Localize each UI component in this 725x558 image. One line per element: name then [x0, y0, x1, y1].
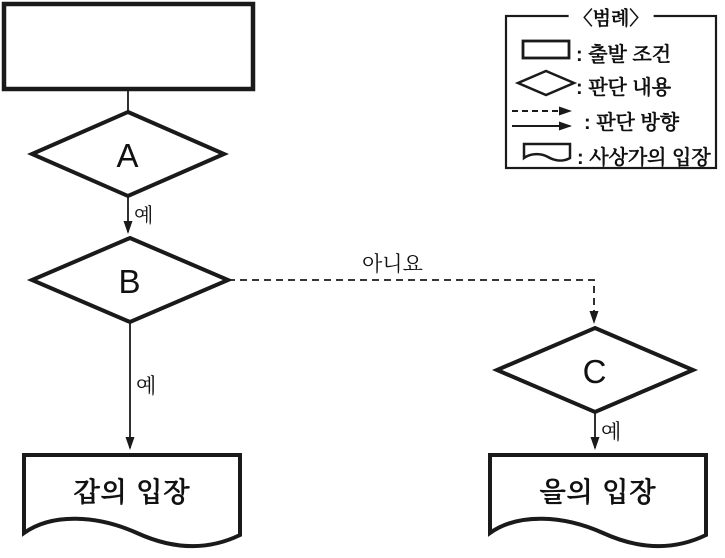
- legend-item-start-condition: : 출발 조건: [576, 44, 672, 66]
- legend-item-decision-content: : 판단 내용: [576, 77, 672, 99]
- legend-rectangle-icon: [523, 41, 569, 58]
- start-condition-box-shape: [4, 4, 253, 89]
- gap-position-label: 갑의 입장: [73, 477, 191, 508]
- edge-label-yes-b-gap: 예: [136, 375, 157, 398]
- legend-item-decision-direction: : 판단 방향: [584, 112, 680, 134]
- edge-label-yes-a-b: 예: [134, 205, 154, 227]
- dashed-arrow-b-to-c: [228, 280, 594, 322]
- edge-label-yes-c-eul: 예: [601, 421, 622, 444]
- legend-title: 〈범례〉: [569, 4, 654, 31]
- legend-item-thinker-position: : 사상가의 입장: [577, 147, 711, 169]
- eul-position-label: 을의 입장: [539, 477, 657, 508]
- decision-c-label: C: [582, 353, 608, 390]
- decision-a-label: A: [116, 137, 140, 174]
- edge-label-no-b-c: 아니요: [362, 253, 423, 276]
- decision-b-label: B: [118, 263, 142, 300]
